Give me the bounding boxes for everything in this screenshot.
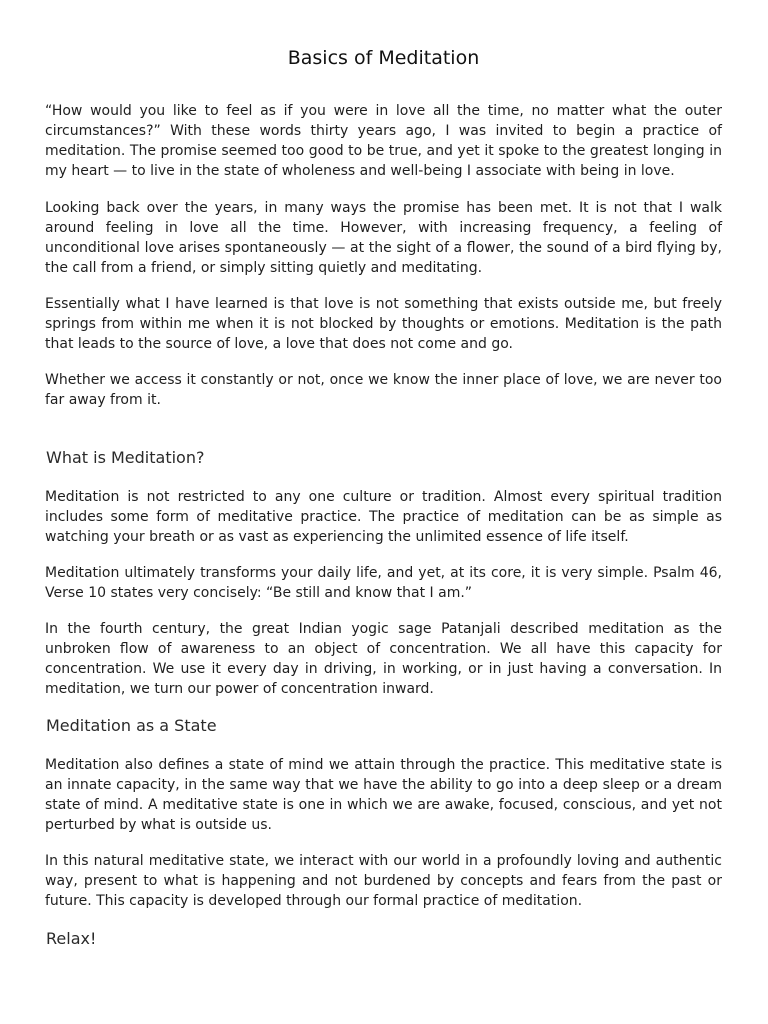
what-paragraph-2: Meditation ultimately transforms your daily life, and yet, at its core, it is very simple. Psalm 46, Verse 10 states very concisely: “Be still and know that I am.” xyxy=(45,565,722,601)
document-title: Basics of Meditation xyxy=(287,47,480,69)
intro-paragraph-4: Whether we access it constantly or not, once we know the inner place of love, we are never too far away from it. xyxy=(45,372,722,408)
section-heading-meditation-as-a-state: Meditation as a State xyxy=(46,716,217,735)
state-paragraph-2: In this natural meditative state, we interact with our world in a profoundly loving and authentic way, present to what is happening and not burdened by concepts and fears from the past or future. This capacity is developed through our formal practice of meditation. xyxy=(45,853,722,909)
section-heading-relax: Relax! xyxy=(46,929,97,948)
what-paragraph-3: In the fourth century, the great Indian yogic sage Patanjali described meditation as the unbroken flow of awareness to an object of concentration. We all have this capacity for concentration. We use it every day in driving, in working, or in just having a conversation. In meditation, we turn our power of concentration inward. xyxy=(45,621,722,697)
what-paragraph-1: Meditation is not restricted to any one culture or tradition. Almost every spiritual tradition includes some form of meditative practice. The practice of meditation can be as simple as watching your breath or as vast as experiencing the unlimited essence of life itself. xyxy=(45,489,722,545)
section-heading-what-is-meditation: What is Meditation? xyxy=(46,448,205,467)
intro-paragraph-1: “How would you like to feel as if you were in love all the time, no matter what the outer circumstances?” With these words thirty years ago, I was invited to begin a practice of meditation. The promise seemed too good to be true, and yet it spoke to the greatest longing in my heart — to live in the state of wholeness and well-being I associate with being in love. xyxy=(45,103,722,179)
intro-paragraph-3: Essentially what I have learned is that love is not something that exists outside me, but freely springs from within me when it is not blocked by thoughts or emotions. Meditation is the path that leads to the source of love, a love that does not come and go. xyxy=(45,296,722,352)
intro-paragraph-2: Looking back over the years, in many ways the promise has been met. It is not that I walk around feeling in love all the time. However, with increasing frequency, a feeling of unconditional love arises spontaneously — at the sight of a flower, the sound of a bird flying by, the call from a friend, or simply sitting quietly and meditating. xyxy=(45,200,722,276)
state-paragraph-1: Meditation also defines a state of mind we attain through the practice. This meditative state is an innate capacity, in the same way that we have the ability to go into a deep sleep or a dream state of mind. A meditative state is one in which we are awake, focused, conscious, and yet not perturbed by what is outside us. xyxy=(45,757,722,833)
